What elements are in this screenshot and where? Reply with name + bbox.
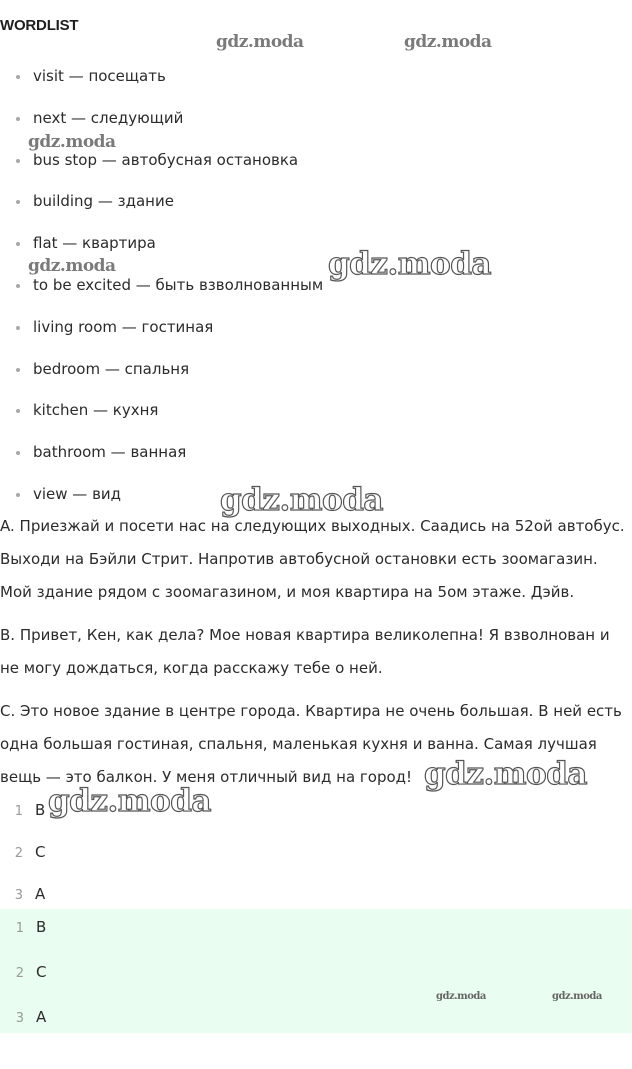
- watermark: gdz.moda: [424, 756, 587, 792]
- watermark: gdz.moda: [216, 32, 304, 52]
- answer-number: 3: [14, 888, 23, 903]
- answer-item: [10, 912, 46, 957]
- paragraph-a: A. Приезжай и посети нас на следующих выходных. Саадись на 52ой автобус. Выходи на Бэйли Стрит. Напротив автобусной остановки есть зоомагазин. Мой здание рядом с зоомагазином, и моя квартира на 5ом этаже. Дэйв.: [0, 517, 625, 601]
- word-entry: building — здание: [33, 192, 174, 211]
- bullet-icon: [16, 242, 20, 246]
- word-entry: visit — посещать: [33, 67, 166, 85]
- watermark: gdz.moda: [48, 783, 211, 819]
- watermark: gdz.moda: [328, 246, 491, 282]
- answer-number: 2: [15, 966, 24, 981]
- answer-item: [9, 796, 45, 838]
- list-item: [0, 183, 323, 225]
- answer-letter: B: [36, 918, 47, 936]
- bullet-icon: [16, 75, 20, 79]
- watermark: gdz.moda: [220, 482, 383, 518]
- list-item: [0, 351, 323, 393]
- word-entry: bus stop — автобусная остановка: [33, 150, 299, 169]
- word-entry: to be excited — быть взволнованным: [33, 275, 324, 294]
- watermark: gdz.moda: [404, 32, 492, 52]
- word-entry: bathroom — ванная: [33, 443, 187, 462]
- bullet-icon: [16, 409, 20, 413]
- bullet-icon: [16, 493, 20, 497]
- answer-letter: B: [35, 801, 46, 819]
- list-item: [0, 434, 323, 476]
- answer-number: 1: [15, 921, 24, 936]
- watermark: gdz.moda: [552, 991, 602, 1002]
- wordlist: [0, 58, 323, 518]
- word-entry: flat — квартира: [33, 234, 156, 253]
- answer-item: [10, 957, 46, 1002]
- bullet-icon: [16, 368, 20, 372]
- wordlist-heading: WORDLIST: [0, 17, 79, 34]
- answer-highlight-box: [0, 909, 632, 1033]
- watermark: gdz.moda: [28, 256, 116, 276]
- bullet-icon: [16, 451, 20, 455]
- watermark: gdz.moda: [436, 991, 486, 1002]
- word-entry: next — следующий: [33, 108, 184, 127]
- bullet-icon: [16, 159, 20, 163]
- list-item: [0, 309, 323, 351]
- answer-item: [10, 1002, 46, 1047]
- word-entry: view — вид: [33, 484, 122, 503]
- paragraph-b: B. Привет, Кен, как дела? Мое новая квартира великолепна! Я взволнован и не могу дождаться, когда расскажу тебе о ней.: [0, 626, 610, 677]
- answer-number: 2: [14, 846, 23, 861]
- bullet-icon: [16, 117, 20, 121]
- answer-item: [9, 838, 45, 880]
- answer-list: [9, 796, 45, 922]
- paragraph-c: C. Это новое здание в центре города. Квартира не очень большая. В ней есть одна большая гостиная, спальня, маленькая кухня и ванна. Самая лучшая вещь — это балкон. У меня отличный вид на город!: [0, 702, 622, 786]
- word-entry: bedroom — спальня: [33, 359, 190, 378]
- bullet-icon: [16, 200, 20, 204]
- answer-letter: A: [36, 1008, 47, 1026]
- answer-number: 1: [14, 804, 23, 819]
- list-item: [0, 58, 323, 100]
- word-entry: kitchen — кухня: [33, 401, 159, 420]
- word-entry: living room — гостиная: [33, 317, 214, 336]
- answer-letter: C: [35, 843, 46, 861]
- answer-letter: C: [36, 963, 47, 981]
- watermark: gdz.moda: [28, 132, 116, 152]
- bullet-icon: [16, 326, 20, 330]
- bullet-icon: [16, 284, 20, 288]
- answer-letter: A: [35, 885, 46, 903]
- highlighted-answer-list: [10, 912, 46, 1047]
- list-item: [0, 392, 323, 434]
- answer-number: 3: [15, 1011, 24, 1026]
